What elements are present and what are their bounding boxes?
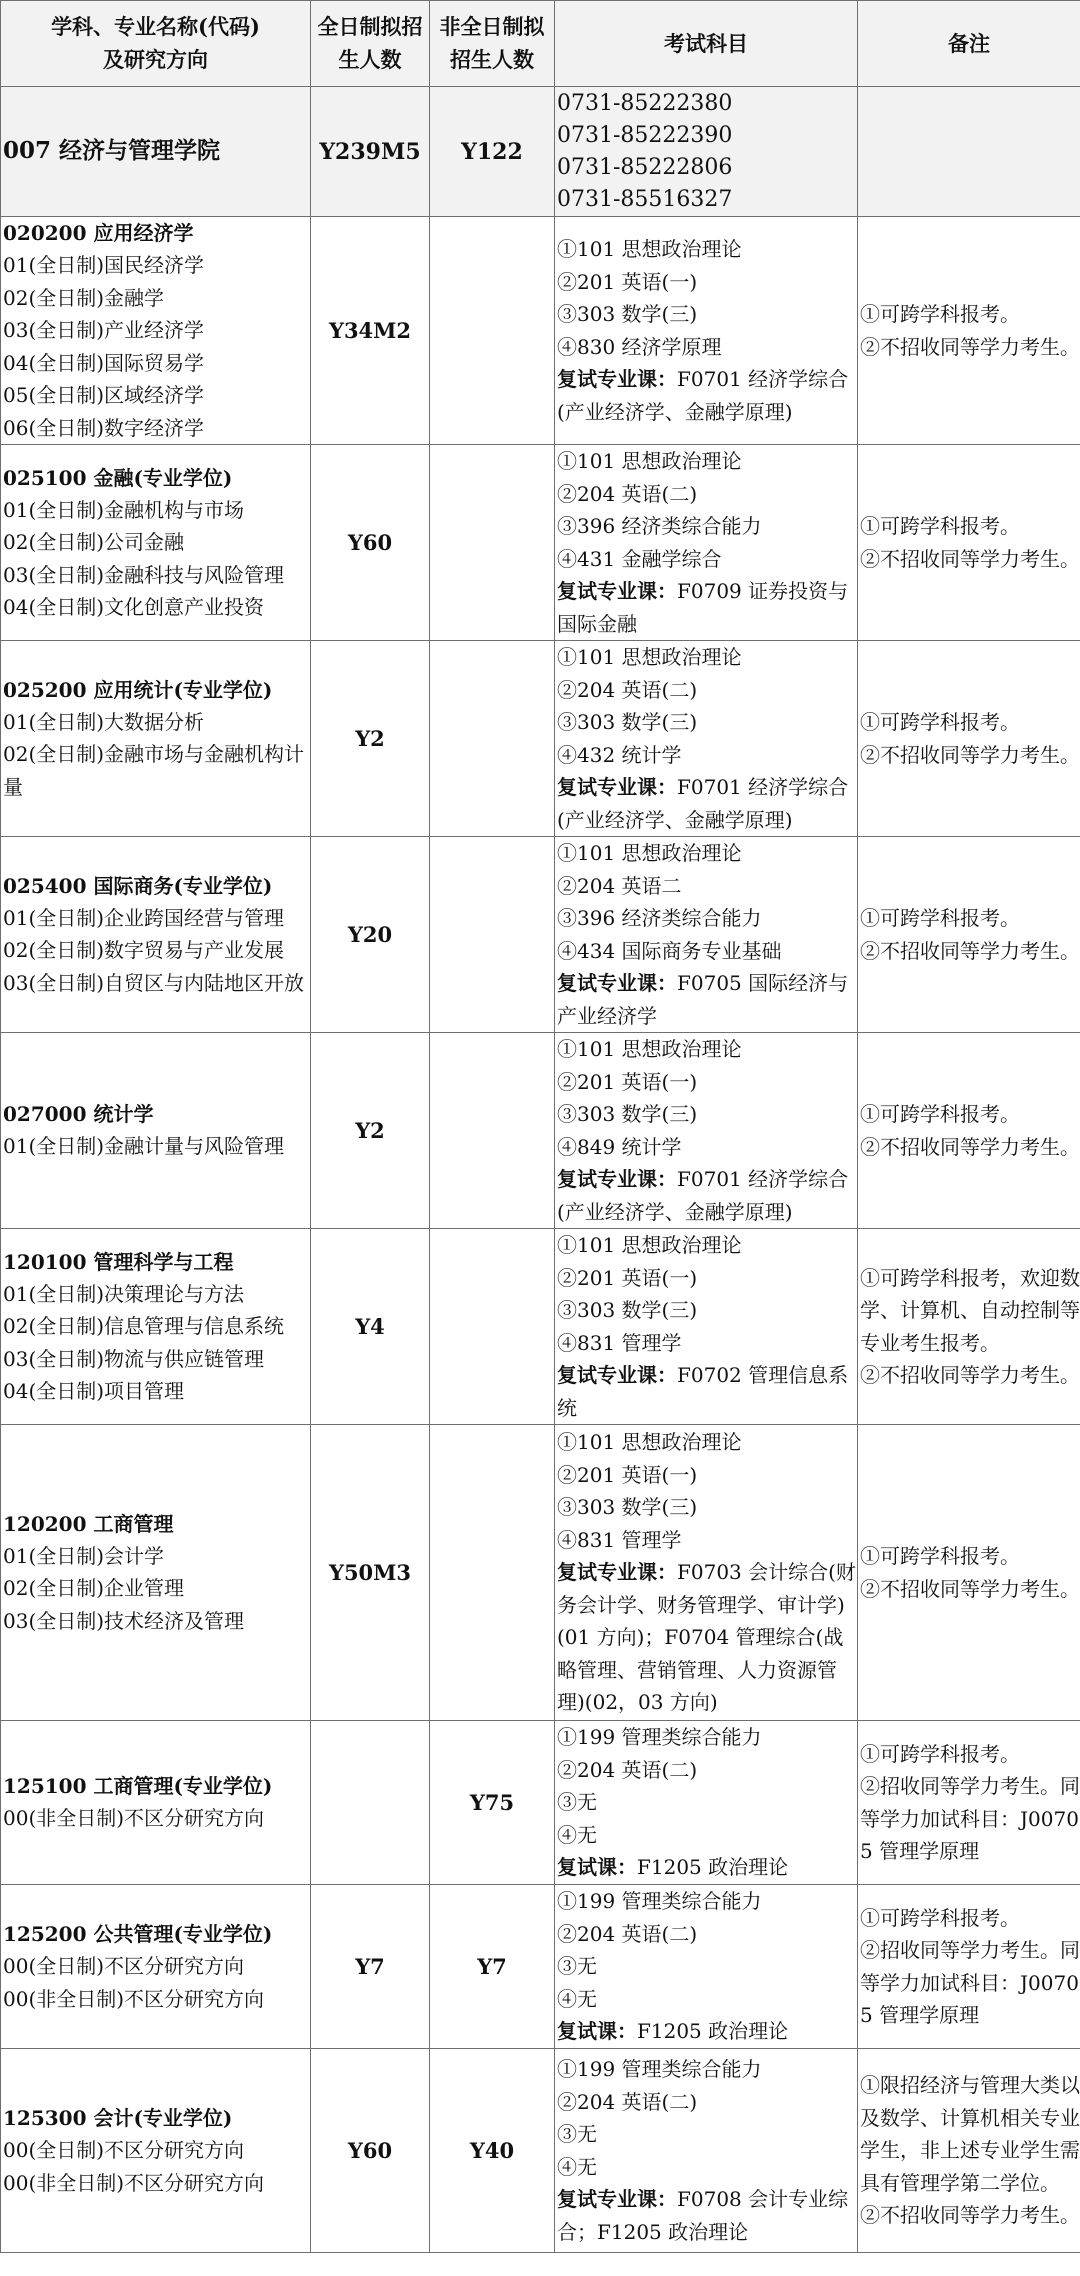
exam-subject: ③396 经济类综合能力 <box>557 514 762 538</box>
college-notes <box>858 87 1080 217</box>
exam-subjects-cell <box>555 1033 858 1229</box>
retest-label: 复试课： <box>557 1855 637 1880</box>
exam-subject: ②204 英语(二) <box>557 2089 698 2114</box>
program-name: 020200 应用经济学 <box>3 221 194 245</box>
exam-subject: ④无 <box>557 2154 597 2179</box>
research-direction: 03(全日制)金融科技与风险管理 <box>3 562 285 587</box>
exam-subjects-cell <box>555 837 858 1033</box>
header-exam-subjects: 考试科目 <box>555 1 858 87</box>
retest-label: 复试专业课： <box>557 1560 677 1585</box>
research-direction: 00(非全日制)不区分研究方向 <box>3 1806 265 1831</box>
note-item: ①限招经济与管理大类以及数学、计算机相关专业学生，非上述专业学生需具有管理学第二学位。 <box>860 2073 1080 2195</box>
phone-number: 0731-85222806 <box>557 154 733 180</box>
exam-subject: ①199 管理类综合能力 <box>557 1725 762 1750</box>
exam-subject: ④431 金融学综合 <box>557 546 722 571</box>
exam-subject: ①199 管理类综合能力 <box>557 2057 762 2081</box>
retest-value: F0701 经济学综合(产业经济学、金融学原理) <box>557 775 849 832</box>
program-major-cell <box>1 1885 311 2049</box>
program-major-cell <box>1 445 311 641</box>
exam-subject: ①199 管理类综合能力 <box>557 1889 762 1914</box>
program-major-cell <box>1 1721 311 1885</box>
program-major-cell <box>1 2049 311 2253</box>
retest-subject <box>557 771 857 836</box>
exam-subject: ①101 思想政治理论 <box>557 1430 742 1455</box>
research-direction: 04(全日制)项目管理 <box>3 1379 185 1403</box>
parttime-quota <box>430 837 555 1033</box>
fulltime-quota: Y7 <box>311 1885 430 2049</box>
research-direction: 01(全日制)金融机构与市场 <box>3 497 245 522</box>
note-item: ②不招收同等学力考生。 <box>860 1134 1080 1159</box>
exam-subject: ②201 英语(一) <box>557 1462 698 1487</box>
exam-subject: ②204 英语(二) <box>557 677 698 702</box>
research-direction: 02(全日制)公司金融 <box>3 530 185 554</box>
parttime-quota: Y75 <box>430 1721 555 1885</box>
research-direction: 04(全日制)国际贸易学 <box>3 350 205 375</box>
parttime-quota <box>430 1033 555 1229</box>
program-row <box>1 217 1080 445</box>
exam-subject: ④无 <box>557 1986 597 2011</box>
exam-subject: ③396 经济类综合能力 <box>557 906 762 930</box>
notes-cell <box>858 1721 1080 1885</box>
exam-subject: ②204 英语二 <box>557 873 682 898</box>
research-direction: 00(全日制)不区分研究方向 <box>3 2138 245 2162</box>
retest-subject <box>557 967 857 1032</box>
notes-cell <box>858 1229 1080 1425</box>
parttime-quota <box>430 1425 555 1721</box>
program-name: 025400 国际商务(专业学位) <box>3 873 273 898</box>
note-item: ①可跨学科报考。 <box>860 514 1020 538</box>
fulltime-quota <box>311 1721 430 1885</box>
exam-subject: ③303 数学(三) <box>557 1298 698 1322</box>
phone-number: 0731-85222380 <box>557 90 733 116</box>
research-direction: 02(全日制)数字贸易与产业发展 <box>3 938 285 963</box>
program-name: 125200 公共管理(专业学位) <box>3 1922 273 1946</box>
research-direction: 01(全日制)决策理论与方法 <box>3 1281 245 1306</box>
parttime-quota <box>430 217 555 445</box>
exam-subject: ④831 管理学 <box>557 1330 682 1355</box>
research-direction: 02(全日制)金融学 <box>3 285 165 310</box>
college-row <box>1 87 1080 217</box>
exam-subject: ②204 英语(二) <box>557 1921 698 1946</box>
exam-subject: ④849 统计学 <box>557 1134 682 1159</box>
research-direction: 02(全日制)企业管理 <box>3 1576 185 1601</box>
fulltime-quota: Y2 <box>311 1033 430 1229</box>
notes-cell <box>858 837 1080 1033</box>
exam-subject: ④无 <box>557 1822 597 1847</box>
parttime-quota <box>430 445 555 641</box>
program-major-cell <box>1 1229 311 1425</box>
phone-number: 0731-85222390 <box>557 122 733 148</box>
parttime-quota: Y40 <box>430 2049 555 2253</box>
exam-subject: ④830 经济学原理 <box>557 334 722 359</box>
exam-subject: ③303 数学(三) <box>557 1102 698 1126</box>
retest-value: F0705 国际经济与产业经济学 <box>557 971 849 1028</box>
exam-subject: ②204 英语(二) <box>557 1757 698 1782</box>
header-fulltime: 全日制拟招 生人数 <box>311 1 430 87</box>
exam-subject: ④831 管理学 <box>557 1527 682 1552</box>
note-item: ①可跨学科报考。 <box>860 1905 1020 1930</box>
retest-label: 复试专业课： <box>557 2187 677 2211</box>
note-item: ②不招收同等学力考生。 <box>860 1576 1080 1601</box>
program-name: 025100 金融(专业学位) <box>3 465 233 490</box>
retest-label: 复试专业课： <box>557 579 677 603</box>
note-item: ①可跨学科报考。 <box>860 906 1020 930</box>
note-item: ②不招收同等学力考生。 <box>860 2203 1080 2228</box>
exam-subject: ①101 思想政治理论 <box>557 237 742 261</box>
retest-subject <box>557 2183 857 2248</box>
exam-subject: ③303 数学(三) <box>557 1495 698 1520</box>
research-direction: 03(全日制)产业经济学 <box>3 318 205 342</box>
exam-subjects-cell <box>555 445 858 641</box>
fulltime-quota: Y60 <box>311 445 430 641</box>
note-item: ②不招收同等学力考生。 <box>860 938 1080 963</box>
program-name: 027000 统计学 <box>3 1102 154 1127</box>
research-direction: 05(全日制)区域经济学 <box>3 383 205 407</box>
fulltime-quota: Y20 <box>311 837 430 1033</box>
college-name: 007 经济与管理学院 <box>1 87 311 217</box>
retest-label: 复试专业课： <box>557 367 677 391</box>
research-direction: 02(全日制)金融市场与金融机构计量 <box>3 742 305 799</box>
exam-subject: ④434 国际商务专业基础 <box>557 938 782 963</box>
retest-subject <box>557 1163 857 1228</box>
program-major-cell <box>1 837 311 1033</box>
notes-cell <box>858 2049 1080 2253</box>
fulltime-quota: Y60 <box>311 2049 430 2253</box>
program-row <box>1 641 1080 837</box>
parttime-quota <box>430 1229 555 1425</box>
exam-subject: ④432 统计学 <box>557 742 682 767</box>
exam-subjects-cell <box>555 217 858 445</box>
exam-subject: ②201 英语(一) <box>557 1265 698 1290</box>
fulltime-quota: Y2 <box>311 641 430 837</box>
research-direction: 03(全日制)技术经济及管理 <box>3 1608 245 1633</box>
exam-subject: ①101 思想政治理论 <box>557 449 742 473</box>
exam-subject: ①101 思想政治理论 <box>557 1037 742 1061</box>
program-row <box>1 1229 1080 1425</box>
program-row <box>1 1033 1080 1229</box>
program-major-cell <box>1 1033 311 1229</box>
retest-label: 复试专业课： <box>557 1363 677 1387</box>
note-item: ①可跨学科报考。 <box>860 302 1020 326</box>
exam-subjects-cell <box>555 1721 858 1885</box>
note-item: ②不招收同等学力考生。 <box>860 1363 1080 1387</box>
research-direction: 00(非全日制)不区分研究方向 <box>3 1986 265 2011</box>
retest-value: F1205 政治理论 <box>637 1855 789 1880</box>
note-item: ①可跨学科报考。 <box>860 710 1020 734</box>
research-direction: 03(全日制)物流与供应链管理 <box>3 1346 265 1371</box>
program-row <box>1 1721 1080 1885</box>
note-item: ①可跨学科报考。 <box>860 1102 1020 1126</box>
program-name: 125100 工商管理(专业学位) <box>3 1774 273 1799</box>
program-name: 025200 应用统计(专业学位) <box>3 677 273 702</box>
program-row <box>1 837 1080 1033</box>
note-item: ②招收同等学力考生。同等学力加试科目：J00705 管理学原理 <box>860 1938 1080 2027</box>
notes-cell <box>858 1033 1080 1229</box>
retest-value: F0702 管理信息系统 <box>557 1363 849 1420</box>
notes-cell <box>858 1425 1080 1721</box>
fulltime-quota: Y34M2 <box>311 217 430 445</box>
notes-cell <box>858 217 1080 445</box>
program-major-cell <box>1 1425 311 1721</box>
retest-label: 复试课： <box>557 2019 637 2044</box>
exam-subjects-cell <box>555 1425 858 1721</box>
header-major: 学科、专业名称(代码) 及研究方向 <box>1 1 311 87</box>
notes-cell <box>858 641 1080 837</box>
exam-subject: ②201 英语(一) <box>557 269 698 294</box>
retest-value: F0708 会计专业综合；F1205 政治理论 <box>557 2187 849 2244</box>
exam-subject: ③无 <box>557 2122 597 2146</box>
exam-subject: ③无 <box>557 1954 597 1979</box>
research-direction: 06(全日制)数字经济学 <box>3 415 205 440</box>
exam-subject: ③303 数学(三) <box>557 302 698 326</box>
exam-subjects-cell <box>555 641 858 837</box>
program-row <box>1 2049 1080 2253</box>
retest-label: 复试专业课： <box>557 775 677 799</box>
note-item: ①可跨学科报考。 <box>860 1741 1020 1766</box>
program-row <box>1 1425 1080 1721</box>
fulltime-quota: Y4 <box>311 1229 430 1425</box>
retest-label: 复试专业课： <box>557 971 677 995</box>
college-fulltime-quota: Y239M5 <box>311 87 430 217</box>
phone-number: 0731-85516327 <box>557 186 733 212</box>
research-direction: 04(全日制)文化创意产业投资 <box>3 595 265 619</box>
exam-subject: ①101 思想政治理论 <box>557 1233 742 1257</box>
exam-subject: ①101 思想政治理论 <box>557 841 742 865</box>
retest-subject <box>557 575 857 640</box>
program-major-cell <box>1 217 311 445</box>
retest-subject <box>557 2015 857 2048</box>
exam-subject: ②201 英语(一) <box>557 1069 698 1094</box>
retest-value: F0701 经济学综合(产业经济学、金融学原理) <box>557 1167 849 1224</box>
research-direction: 03(全日制)自贸区与内陆地区开放 <box>3 970 305 995</box>
retest-subject <box>557 1851 857 1884</box>
retest-subject <box>557 1556 857 1719</box>
exam-subjects-cell <box>555 1885 858 2049</box>
notes-cell <box>858 1885 1080 2049</box>
research-direction: 00(全日制)不区分研究方向 <box>3 1954 245 1978</box>
header-notes: 备注 <box>858 1 1080 87</box>
research-direction: 02(全日制)信息管理与信息系统 <box>3 1314 285 1338</box>
retest-label: 复试专业课： <box>557 1167 677 1191</box>
note-item: ①可跨学科报考。 <box>860 1544 1020 1568</box>
college-phones <box>555 87 858 217</box>
fulltime-quota: Y50M3 <box>311 1425 430 1721</box>
program-name: 125300 会计(专业学位) <box>3 2106 233 2130</box>
program-name: 120200 工商管理 <box>3 1511 174 1536</box>
research-direction: 01(全日制)金融计量与风险管理 <box>3 1134 285 1159</box>
retest-subject <box>557 363 857 428</box>
program-row <box>1 1885 1080 2049</box>
note-item: ②不招收同等学力考生。 <box>860 742 1080 767</box>
retest-subject <box>557 1359 857 1424</box>
program-name: 120100 管理科学与工程 <box>3 1249 234 1274</box>
exam-subject: ③无 <box>557 1790 597 1815</box>
note-item: ②招收同等学力考生。同等学力加试科目：J00705 管理学原理 <box>860 1774 1080 1863</box>
parttime-quota <box>430 641 555 837</box>
exam-subject: ③303 数学(三) <box>557 710 698 734</box>
research-direction: 01(全日制)企业跨国经营与管理 <box>3 905 285 930</box>
college-parttime-quota: Y122 <box>430 87 555 217</box>
note-item: ②不招收同等学力考生。 <box>860 334 1080 359</box>
exam-subject: ①101 思想政治理论 <box>557 645 742 669</box>
note-item: ②不招收同等学力考生。 <box>860 546 1080 571</box>
retest-value: F1205 政治理论 <box>637 2019 789 2044</box>
note-item: ①可跨学科报考，欢迎数学、计算机、自动控制等专业考生报考。 <box>860 1265 1080 1355</box>
research-direction: 01(全日制)国民经济学 <box>3 253 205 277</box>
exam-subject: ②204 英语(二) <box>557 481 698 506</box>
header-row <box>1 1 1080 87</box>
exam-subjects-cell <box>555 1229 858 1425</box>
research-direction: 01(全日制)大数据分析 <box>3 709 205 734</box>
retest-value: F0701 经济学综合(产业经济学、金融学原理) <box>557 367 849 424</box>
program-major-cell <box>1 641 311 837</box>
header-parttime: 非全日制拟 招生人数 <box>430 1 555 87</box>
research-direction: 01(全日制)会计学 <box>3 1543 165 1568</box>
research-direction: 00(非全日制)不区分研究方向 <box>3 2170 265 2195</box>
parttime-quota: Y7 <box>430 1885 555 2049</box>
notes-cell <box>858 445 1080 641</box>
program-row <box>1 445 1080 641</box>
exam-subjects-cell <box>555 2049 858 2253</box>
retest-value: F0709 证券投资与国际金融 <box>557 579 849 636</box>
retest-value: F0703 会计综合(财务会计学、财务管理学、审计学)(01 方向)；F0704 管理综合(战略管理、营销管理、人力资源管理)(02，03 方向) <box>557 1560 856 1715</box>
